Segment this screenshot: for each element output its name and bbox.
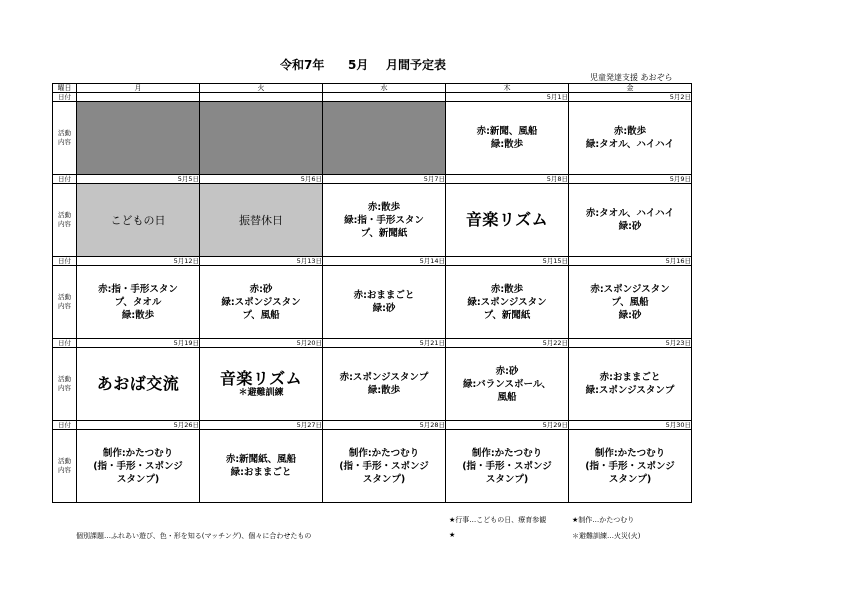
activity-cell <box>323 184 446 257</box>
date-cell: 5月22日 <box>446 339 569 348</box>
activity-cell <box>200 102 323 175</box>
date-cell: 5月26日 <box>77 421 200 430</box>
date-cell: 5月9日 <box>569 175 692 184</box>
activity-line: 振替休日 <box>239 213 283 227</box>
activity-line: 緑:砂 <box>618 221 642 232</box>
date-cell: 5月13日 <box>200 257 323 266</box>
activity-row <box>53 184 692 257</box>
activity-line: (指・手形・スポンジ <box>93 460 183 472</box>
date-cell: 5月5日 <box>77 175 200 184</box>
activity-label-line2: 内容 <box>58 466 71 474</box>
activity-line: 赤:散歩 <box>490 283 524 295</box>
activity-line: プ、風船 <box>611 296 649 308</box>
activity-cell <box>323 266 446 339</box>
weekday-label: 曜日 <box>53 84 77 93</box>
note-craft: ★制作…かたつむり <box>572 516 635 524</box>
activity-line: 赤:スポンジスタンプ <box>339 372 429 383</box>
activity-label-line1: 活動 <box>58 457 71 465</box>
activity-line: 制作:かたつむり <box>102 447 174 459</box>
activity-cell <box>569 266 692 339</box>
date-row <box>53 339 692 348</box>
activity-line: (指・手形・スポンジ <box>339 460 429 472</box>
activity-subnote: ＊避難訓練 <box>238 387 284 398</box>
weekday-thu: 木 <box>446 84 569 93</box>
activity-row <box>53 266 692 339</box>
activity-cell <box>200 266 323 339</box>
date-cell <box>200 93 323 102</box>
activity-line: こどもの日 <box>110 213 166 227</box>
date-cell: 5月15日 <box>446 257 569 266</box>
weekday-wed: 水 <box>323 84 446 93</box>
activity-cell <box>569 348 692 421</box>
activity-line: スタンプ) <box>362 473 406 485</box>
activity-line: 緑:指・手形スタン <box>344 214 424 226</box>
activity-line: プ、風船 <box>242 309 280 321</box>
activity-line: 緑:おままごと <box>230 467 292 478</box>
activity-line: 制作:かたつむり <box>471 447 543 459</box>
activity-row <box>53 348 692 421</box>
date-row <box>53 175 692 184</box>
activity-cell <box>77 266 200 339</box>
date-cell: 5月7日 <box>323 175 446 184</box>
date-label: 日付 <box>53 257 77 266</box>
activity-line: 赤:指・手形スタン <box>98 283 178 295</box>
activity-cell <box>446 102 569 175</box>
activity-label-line2: 内容 <box>58 384 71 392</box>
activity-line: 風船 <box>497 391 517 403</box>
note-events: ★行事…こどもの日、療育参観 <box>449 516 547 524</box>
title-reiwa: 令和7年 <box>280 58 325 72</box>
date-cell: 5月2日 <box>569 93 692 102</box>
activity-line: 赤:砂 <box>495 365 519 377</box>
activity-line: 赤:散歩 <box>367 201 401 213</box>
activity-cell <box>77 430 200 503</box>
activity-line: 赤:おままごと <box>353 290 415 301</box>
activity-cell <box>323 430 446 503</box>
activity-highlight: あおば交流 <box>96 374 180 393</box>
activity-cell <box>323 348 446 421</box>
activity-row <box>53 102 692 175</box>
date-cell: 5月27日 <box>200 421 323 430</box>
note-drill: ＊避難訓練…火災(火) <box>572 532 641 540</box>
activity-line: プ、新聞紙 <box>483 309 531 321</box>
date-label: 日付 <box>53 339 77 348</box>
title-label: 月間予定表 <box>386 58 447 72</box>
activity-label <box>53 102 77 175</box>
date-cell: 5月28日 <box>323 421 446 430</box>
activity-line: 制作:かたつむり <box>594 447 666 459</box>
activity-label-line1: 活動 <box>58 293 71 301</box>
activity-cell <box>77 184 200 257</box>
date-cell: 5月6日 <box>200 175 323 184</box>
activity-label-line2: 内容 <box>58 138 71 146</box>
activity-cell <box>446 430 569 503</box>
activity-label <box>53 348 77 421</box>
activity-line: 赤:スポンジスタン <box>590 283 670 295</box>
activity-cell <box>569 430 692 503</box>
activity-line: 赤:散歩 <box>613 126 647 137</box>
date-cell: 5月8日 <box>446 175 569 184</box>
activity-cell <box>446 266 569 339</box>
date-cell: 5月21日 <box>323 339 446 348</box>
date-cell: 5月20日 <box>200 339 323 348</box>
activity-line: 緑:散歩 <box>490 139 524 150</box>
date-cell <box>323 93 446 102</box>
activity-line: 赤:タオル、ハイハイ <box>585 208 675 219</box>
activity-line: プ、タオル <box>114 296 162 308</box>
activity-line: スタンプ) <box>608 473 652 485</box>
weekday-mon: 月 <box>77 84 200 93</box>
activity-label <box>53 430 77 503</box>
note-individual: 個別課題…ふれあい遊び、色・形を知る(マッチング)、個々に合わせたもの <box>76 532 312 540</box>
note-star: ★ <box>449 531 456 539</box>
activity-label-line1: 活動 <box>58 211 71 219</box>
activity-label-line1: 活動 <box>58 129 71 137</box>
activity-label <box>53 266 77 339</box>
activity-cell <box>569 102 692 175</box>
date-label: 日付 <box>53 175 77 184</box>
activity-label-line1: 活動 <box>58 375 71 383</box>
activity-cell <box>446 184 569 257</box>
date-cell: 5月14日 <box>323 257 446 266</box>
title-month: 5月 <box>348 58 369 72</box>
activity-cell <box>200 348 323 421</box>
activity-line: 緑:砂 <box>372 303 396 314</box>
activity-line: プ、新聞紙 <box>360 227 408 239</box>
activity-line: 緑:散歩 <box>121 309 155 321</box>
activity-line: 赤:砂 <box>249 283 273 295</box>
activity-cell <box>77 348 200 421</box>
activity-line: (指・手形・スポンジ <box>585 460 675 472</box>
activity-line: 緑:スポンジスタン <box>467 296 547 308</box>
date-label: 日付 <box>53 93 77 102</box>
date-cell <box>77 93 200 102</box>
activity-cell <box>446 348 569 421</box>
date-row <box>53 257 692 266</box>
activity-cell <box>200 430 323 503</box>
activity-line: 赤:新聞紙、風船 <box>225 454 297 465</box>
activity-highlight: 音楽リズム <box>219 368 303 388</box>
organization-name: 児童発達支援 あおぞら <box>590 73 673 82</box>
date-cell: 5月23日 <box>569 339 692 348</box>
weekday-header-row <box>53 84 692 93</box>
activity-label-line2: 内容 <box>58 302 71 310</box>
activity-row <box>53 430 692 503</box>
calendar-table <box>52 83 692 503</box>
date-cell: 5月1日 <box>446 93 569 102</box>
date-row <box>53 93 692 102</box>
weekday-tue: 火 <box>200 84 323 93</box>
activity-line: 赤:おままごと <box>599 372 661 383</box>
activity-line: 緑:バランスボール、 <box>462 378 552 390</box>
activity-cell <box>200 184 323 257</box>
activity-line: (指・手形・スポンジ <box>462 460 552 472</box>
activity-line: 緑:スポンジスタン <box>221 296 301 308</box>
activity-highlight: 音楽リズム <box>465 210 549 229</box>
date-cell: 5月12日 <box>77 257 200 266</box>
date-cell: 5月29日 <box>446 421 569 430</box>
activity-line: 赤:新聞、風船 <box>476 126 538 137</box>
date-cell: 5月30日 <box>569 421 692 430</box>
activity-line: 緑:散歩 <box>367 385 401 396</box>
activity-line: 緑:砂 <box>618 309 642 321</box>
activity-cell <box>323 102 446 175</box>
activity-line: スタンプ) <box>485 473 529 485</box>
activity-line: スタンプ) <box>116 473 160 485</box>
activity-label-line2: 内容 <box>58 220 71 228</box>
activity-line: 制作:かたつむり <box>348 447 420 459</box>
weekday-fri: 金 <box>569 84 692 93</box>
activity-line: 緑:タオル、ハイハイ <box>585 139 675 150</box>
activity-cell <box>569 184 692 257</box>
activity-label <box>53 184 77 257</box>
activity-line: 緑:スポンジスタンプ <box>585 385 675 396</box>
date-row <box>53 421 692 430</box>
activity-cell <box>77 102 200 175</box>
date-cell: 5月16日 <box>569 257 692 266</box>
date-label: 日付 <box>53 421 77 430</box>
date-cell: 5月19日 <box>77 339 200 348</box>
